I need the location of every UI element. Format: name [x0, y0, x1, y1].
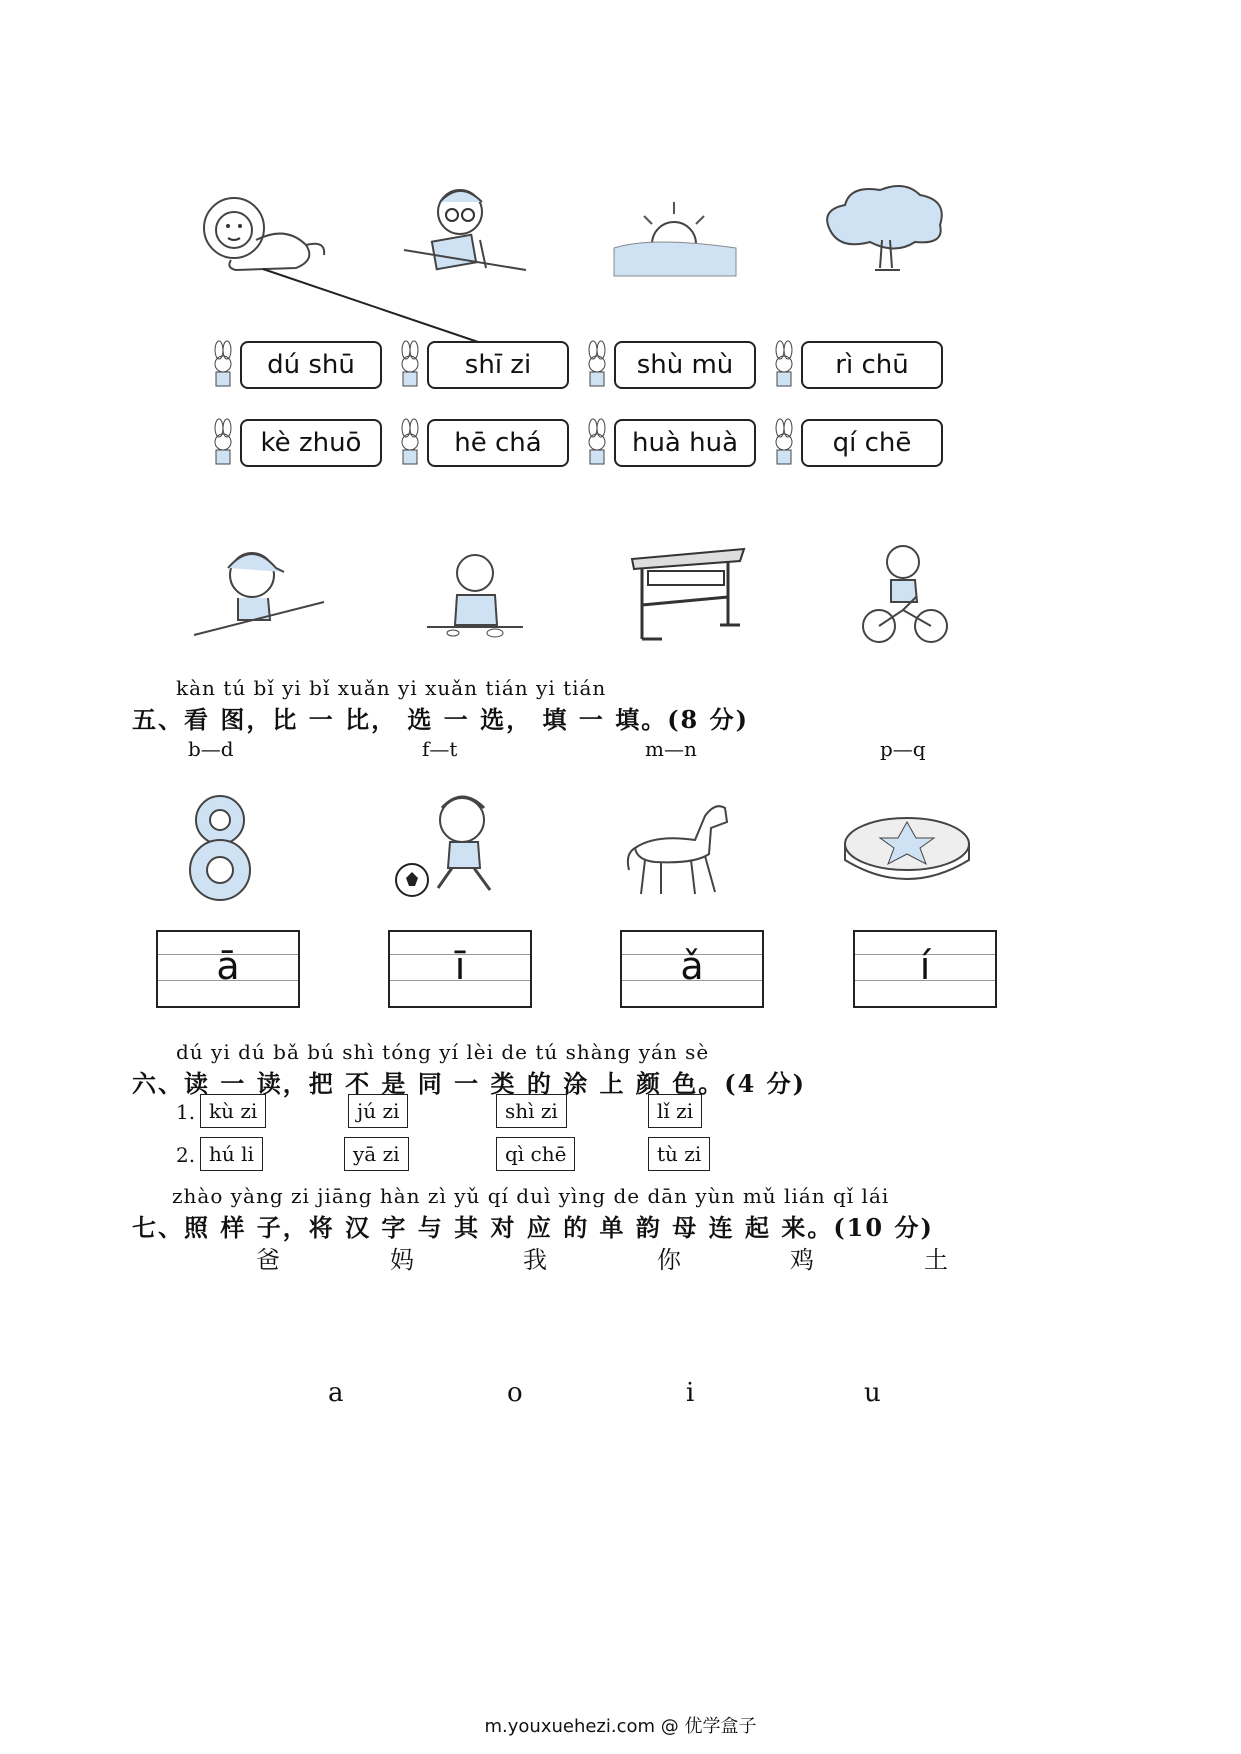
word-box[interactable]: jú zi	[348, 1094, 408, 1128]
word-box[interactable]: tù zi	[648, 1137, 710, 1171]
row-number: 2.	[176, 1143, 196, 1167]
hanzi-char[interactable]: 鸡	[790, 1246, 814, 1274]
pinyin-tag[interactable]	[769, 418, 943, 468]
bunny-icon	[769, 340, 799, 390]
bunny-icon	[208, 418, 238, 468]
four-line-grid[interactable]	[853, 930, 997, 1008]
letter-pair: m—n	[645, 737, 697, 761]
hanzi-char[interactable]: 妈	[390, 1246, 414, 1274]
number-eight-picture	[175, 790, 265, 905]
boy-riding-bike-picture	[855, 540, 955, 645]
word-box[interactable]: lǐ zi	[648, 1094, 702, 1128]
four-line-grid[interactable]	[388, 930, 532, 1008]
pinyin-text: rì chū	[801, 341, 943, 389]
bunny-icon	[395, 418, 425, 468]
tree-picture	[820, 180, 950, 275]
word-box[interactable]: kù zi	[200, 1094, 266, 1128]
section7-pinyin: zhào yàng zi jiāng hàn zì yǔ qí duì yìng de dān yùn mǔ lián qǐ lái	[172, 1184, 890, 1208]
pinyin-tag[interactable]	[208, 418, 382, 468]
section6-pinyin: dú yi dú bǎ bú shì tóng yí lèi de tú shàng yán sè	[176, 1040, 710, 1064]
section5-pinyin: kàn tú bǐ yi bǐ xuǎn yi xuǎn tián yi tián	[176, 676, 607, 700]
pinyin-text: huà huà	[614, 419, 756, 467]
pinyin-tag[interactable]	[582, 340, 756, 390]
vowel-letter[interactable]: i	[686, 1378, 695, 1408]
pinyin-tag[interactable]	[395, 340, 569, 390]
vowel-letter[interactable]: u	[864, 1378, 881, 1408]
row-number: 1.	[176, 1100, 196, 1124]
four-line-grid[interactable]	[620, 930, 764, 1008]
word-box[interactable]: shì zi	[496, 1094, 567, 1128]
pinyin-text: hē chá	[427, 419, 569, 467]
horse-picture	[625, 798, 735, 898]
section6-heading: 六、读 一 读，把 不 是 同 一 类 的 涂 上 颜 色。(4 分)	[132, 1069, 807, 1098]
letter-pair: b—d	[188, 737, 234, 761]
bunny-icon	[769, 418, 799, 468]
pinyin-text: qí chē	[801, 419, 943, 467]
sunrise-picture	[612, 198, 737, 278]
example-connecting-line	[255, 265, 495, 350]
section5-heading: 五、看 图，比 一 比， 选 一 选， 填 一 填。(8 分)	[132, 705, 749, 734]
pinyin-tag[interactable]	[769, 340, 943, 390]
bunny-icon	[208, 340, 238, 390]
desk-picture	[628, 545, 748, 645]
tone-vowel: ī	[454, 944, 466, 988]
section5-title	[132, 676, 749, 735]
footer-watermark: m.youxuehezi.com @ 优学盒子	[484, 1716, 757, 1737]
four-line-grid[interactable]	[156, 930, 300, 1008]
tone-vowel: í	[919, 944, 931, 988]
hanzi-char[interactable]: 你	[657, 1246, 681, 1274]
boy-drawing-picture	[192, 540, 327, 645]
hanzi-char[interactable]: 爸	[256, 1246, 280, 1274]
section6-title	[132, 1040, 806, 1099]
letter-pair: p—q	[880, 737, 926, 761]
pinyin-tag[interactable]	[395, 418, 569, 468]
tone-vowel: ā	[216, 944, 240, 988]
pinyin-tag[interactable]	[582, 418, 756, 468]
hanzi-char[interactable]: 土	[924, 1246, 948, 1274]
hanzi-char[interactable]: 我	[523, 1246, 547, 1274]
vowel-letter[interactable]: o	[507, 1378, 523, 1408]
boy-reading-picture	[400, 180, 530, 275]
checkerboard-picture	[842, 808, 972, 888]
bunny-icon	[582, 418, 612, 468]
word-box[interactable]: qì chē	[496, 1137, 575, 1171]
bunny-icon	[395, 340, 425, 390]
section7-title	[132, 1184, 934, 1243]
tone-vowel: ǎ	[680, 944, 704, 988]
letter-pair: f—t	[422, 737, 458, 761]
pinyin-text: shī zi	[427, 341, 569, 389]
word-box[interactable]: yā zi	[344, 1137, 409, 1171]
pinyin-tag[interactable]	[208, 340, 382, 390]
boy-drinking-tea-picture	[425, 545, 525, 645]
vowel-letter[interactable]: a	[328, 1378, 344, 1408]
pinyin-text: shù mù	[614, 341, 756, 389]
bunny-icon	[582, 340, 612, 390]
word-box[interactable]: hú li	[200, 1137, 263, 1171]
boy-kicking-ball-picture	[390, 790, 510, 900]
pinyin-text: dú shū	[240, 341, 382, 389]
section7-heading: 七、照 样 子，将 汉 字 与 其 对 应 的 单 韵 母 连 起 来。(10 分)	[132, 1213, 934, 1242]
pinyin-text: kè zhuō	[240, 419, 382, 467]
